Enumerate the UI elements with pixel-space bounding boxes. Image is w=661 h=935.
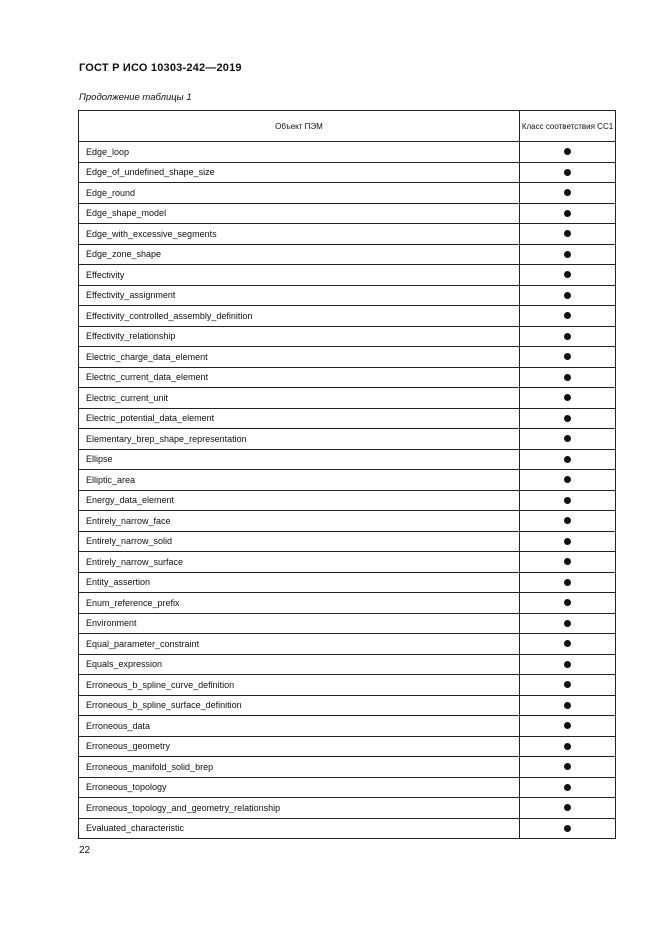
conformance-mark-cell <box>520 511 616 532</box>
table-row <box>79 244 616 265</box>
bullet-dot-icon <box>564 497 571 504</box>
bullet-dot-icon <box>564 681 571 688</box>
table-row <box>79 654 616 675</box>
bullet-dot-icon <box>564 169 571 176</box>
conformance-mark-cell <box>520 224 616 245</box>
conformance-table <box>78 110 616 839</box>
object-name-cell: Equal_parameter_constraint <box>79 634 520 655</box>
table-row <box>79 675 616 696</box>
bullet-dot-icon <box>564 763 571 770</box>
bullet-dot-icon <box>564 435 571 442</box>
conformance-mark-cell <box>520 716 616 737</box>
table-row <box>79 736 616 757</box>
object-name-cell: Entirely_narrow_face <box>79 511 520 532</box>
conformance-mark-cell <box>520 285 616 306</box>
object-name-cell: Erroneous_geometry <box>79 736 520 757</box>
bullet-dot-icon <box>564 394 571 401</box>
table-row <box>79 634 616 655</box>
bullet-dot-icon <box>564 620 571 627</box>
table-row <box>79 490 616 511</box>
object-name-cell: Effectivity_assignment <box>79 285 520 306</box>
object-name-cell: Edge_zone_shape <box>79 244 520 265</box>
object-name-cell: Effectivity_controlled_assembly_definition <box>79 306 520 327</box>
object-name-cell: Environment <box>79 613 520 634</box>
object-name-cell: Edge_loop <box>79 142 520 163</box>
object-name-cell: Erroneous_manifold_solid_brep <box>79 757 520 778</box>
conformance-mark-cell <box>520 429 616 450</box>
bullet-dot-icon <box>564 722 571 729</box>
object-name-cell: Erroneous_data <box>79 716 520 737</box>
conformance-mark-cell <box>520 367 616 388</box>
bullet-dot-icon <box>564 148 571 155</box>
object-name-cell: Elementary_brep_shape_representation <box>79 429 520 450</box>
conformance-mark-cell <box>520 449 616 470</box>
object-name-cell: Equals_expression <box>79 654 520 675</box>
table-row <box>79 429 616 450</box>
object-name-cell: Entirely_narrow_surface <box>79 552 520 573</box>
object-name-cell: Elliptic_area <box>79 470 520 491</box>
bullet-dot-icon <box>564 353 571 360</box>
bullet-dot-icon <box>564 825 571 832</box>
conformance-mark-cell <box>520 347 616 368</box>
object-name-cell: Evaluated_characteristic <box>79 818 520 839</box>
bullet-dot-icon <box>564 599 571 606</box>
bullet-dot-icon <box>564 640 571 647</box>
conformance-mark-cell <box>520 593 616 614</box>
conformance-mark-cell <box>520 408 616 429</box>
object-name-cell: Erroneous_b_spline_curve_definition <box>79 675 520 696</box>
conformance-mark-cell <box>520 142 616 163</box>
column-header-conformance-class: Класс соответствия СС1 <box>520 111 616 142</box>
table-row <box>79 408 616 429</box>
conformance-mark-cell <box>520 470 616 491</box>
bullet-dot-icon <box>564 579 571 586</box>
bullet-dot-icon <box>564 558 571 565</box>
object-name-cell: Erroneous_b_spline_surface_definition <box>79 695 520 716</box>
object-name-cell: Edge_shape_model <box>79 203 520 224</box>
table-row <box>79 572 616 593</box>
bullet-dot-icon <box>564 251 571 258</box>
table-row <box>79 593 616 614</box>
table-row <box>79 224 616 245</box>
conformance-mark-cell <box>520 736 616 757</box>
bullet-dot-icon <box>564 374 571 381</box>
page-number: 22 <box>79 845 91 856</box>
table-row <box>79 285 616 306</box>
table-row <box>79 531 616 552</box>
table-row <box>79 449 616 470</box>
table-row <box>79 777 616 798</box>
bullet-dot-icon <box>564 784 571 791</box>
table-row <box>79 818 616 839</box>
bullet-dot-icon <box>564 702 571 709</box>
table-row <box>79 162 616 183</box>
object-name-cell: Ellipse <box>79 449 520 470</box>
object-name-cell: Electric_current_unit <box>79 388 520 409</box>
bullet-dot-icon <box>564 517 571 524</box>
conformance-mark-cell <box>520 326 616 347</box>
bullet-dot-icon <box>564 271 571 278</box>
table-row <box>79 265 616 286</box>
bullet-dot-icon <box>564 743 571 750</box>
bullet-dot-icon <box>564 804 571 811</box>
conformance-mark-cell <box>520 757 616 778</box>
conformance-mark-cell <box>520 244 616 265</box>
table-row <box>79 367 616 388</box>
conformance-mark-cell <box>520 306 616 327</box>
bullet-dot-icon <box>564 661 571 668</box>
object-name-cell: Electric_charge_data_element <box>79 347 520 368</box>
conformance-mark-cell <box>520 388 616 409</box>
conformance-mark-cell <box>520 572 616 593</box>
table-row <box>79 183 616 204</box>
object-name-cell: Electric_current_data_element <box>79 367 520 388</box>
bullet-dot-icon <box>564 538 571 545</box>
conformance-mark-cell <box>520 183 616 204</box>
table-header-row <box>79 111 616 142</box>
table-body <box>79 142 616 839</box>
table-row <box>79 142 616 163</box>
object-name-cell: Edge_round <box>79 183 520 204</box>
object-name-cell: Enum_reference_prefix <box>79 593 520 614</box>
conformance-mark-cell <box>520 265 616 286</box>
bullet-dot-icon <box>564 189 571 196</box>
bullet-dot-icon <box>564 292 571 299</box>
object-name-cell: Erroneous_topology <box>79 777 520 798</box>
table-row <box>79 757 616 778</box>
bullet-dot-icon <box>564 230 571 237</box>
table-row <box>79 306 616 327</box>
object-name-cell: Electric_potential_data_element <box>79 408 520 429</box>
object-name-cell: Edge_of_undefined_shape_size <box>79 162 520 183</box>
conformance-mark-cell <box>520 531 616 552</box>
bullet-dot-icon <box>564 476 571 483</box>
conformance-mark-cell <box>520 613 616 634</box>
table-row <box>79 613 616 634</box>
table-row <box>79 470 616 491</box>
bullet-dot-icon <box>564 415 571 422</box>
conformance-mark-cell <box>520 675 616 696</box>
object-name-cell: Edge_with_excessive_segments <box>79 224 520 245</box>
table-row <box>79 388 616 409</box>
object-name-cell: Effectivity_relationship <box>79 326 520 347</box>
bullet-dot-icon <box>564 312 571 319</box>
bullet-dot-icon <box>564 333 571 340</box>
object-name-cell: Erroneous_topology_and_geometry_relationship <box>79 798 520 819</box>
conformance-mark-cell <box>520 552 616 573</box>
conformance-mark-cell <box>520 634 616 655</box>
conformance-mark-cell <box>520 654 616 675</box>
conformance-mark-cell <box>520 203 616 224</box>
table-row <box>79 798 616 819</box>
bullet-dot-icon <box>564 210 571 217</box>
conformance-mark-cell <box>520 818 616 839</box>
table-row <box>79 203 616 224</box>
conformance-mark-cell <box>520 490 616 511</box>
table-row <box>79 716 616 737</box>
conformance-mark-cell <box>520 777 616 798</box>
table-row <box>79 695 616 716</box>
table-row <box>79 347 616 368</box>
table-caption: Продолжение таблицы 1 <box>79 92 192 103</box>
document-title: ГОСТ Р ИСО 10303-242—2019 <box>79 62 242 74</box>
table-row <box>79 552 616 573</box>
conformance-mark-cell <box>520 162 616 183</box>
conformance-mark-cell <box>520 798 616 819</box>
object-name-cell: Energy_data_element <box>79 490 520 511</box>
object-name-cell: Entity_assertion <box>79 572 520 593</box>
table-row <box>79 511 616 532</box>
bullet-dot-icon <box>564 456 571 463</box>
column-header-object: Объект ПЭМ <box>79 111 520 142</box>
table-row <box>79 326 616 347</box>
object-name-cell: Entirely_narrow_solid <box>79 531 520 552</box>
object-name-cell: Effectivity <box>79 265 520 286</box>
conformance-mark-cell <box>520 695 616 716</box>
